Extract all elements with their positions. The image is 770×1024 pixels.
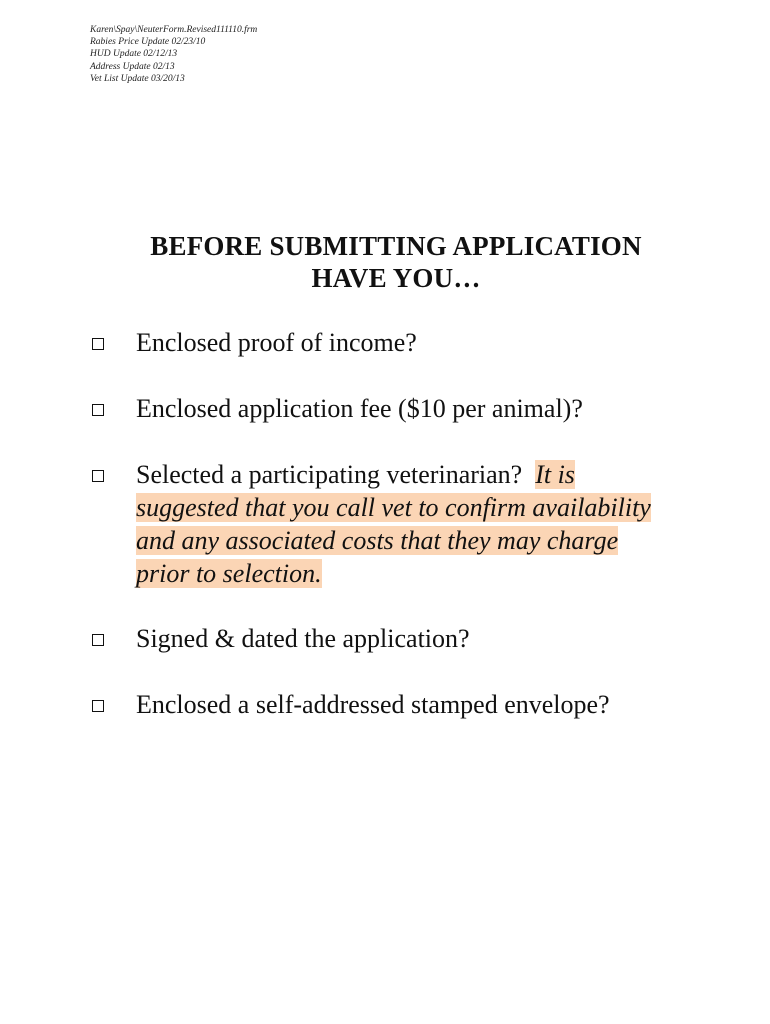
page-title (0, 230, 770, 294)
header-note-rabies: Rabies Price Update 02/23/10 (90, 37, 206, 48)
header-note-address: Address Update 02/13 (90, 61, 175, 72)
title-line-2: HAVE YOU… (311, 263, 481, 293)
checklist-item-label: Signed & dated the application? (136, 624, 470, 653)
title-line-1: BEFORE SUBMITTING APPLICATION (150, 231, 642, 261)
header-note-hud: HUD Update 02/12/13 (90, 49, 178, 60)
checklist-item-label: Enclosed application fee ($10 per animal)? (136, 394, 583, 423)
checklist-item-label: Enclosed a self-addressed stamped envelope? (136, 690, 610, 719)
checklist-item-veterinarian-text (136, 458, 696, 590)
header-note-vet-list: Vet List Update 03/20/13 (90, 73, 185, 84)
checklist-item-label: Enclosed proof of income? (136, 328, 417, 357)
vet-note-line-2: suggested that you call vet to confirm availability (136, 493, 651, 522)
vet-note-line-1: It is (535, 460, 575, 489)
header-note-file: Karen\Spay\NeuterForm.Revised111110.frm (90, 25, 258, 35)
checkbox-application-fee[interactable] (92, 404, 104, 416)
header-notes (90, 24, 257, 85)
vet-note-line-3: and any associated costs that they may charge (136, 526, 619, 555)
checkbox-proof-of-income[interactable] (92, 338, 104, 350)
checkbox-envelope[interactable] (92, 700, 104, 712)
checkbox-signed-dated[interactable] (92, 634, 104, 646)
checklist-item-label: Selected a participating veterinarian? (136, 460, 523, 489)
checkbox-veterinarian[interactable] (92, 470, 104, 482)
vet-note-line-4: prior to selection. (136, 559, 322, 588)
